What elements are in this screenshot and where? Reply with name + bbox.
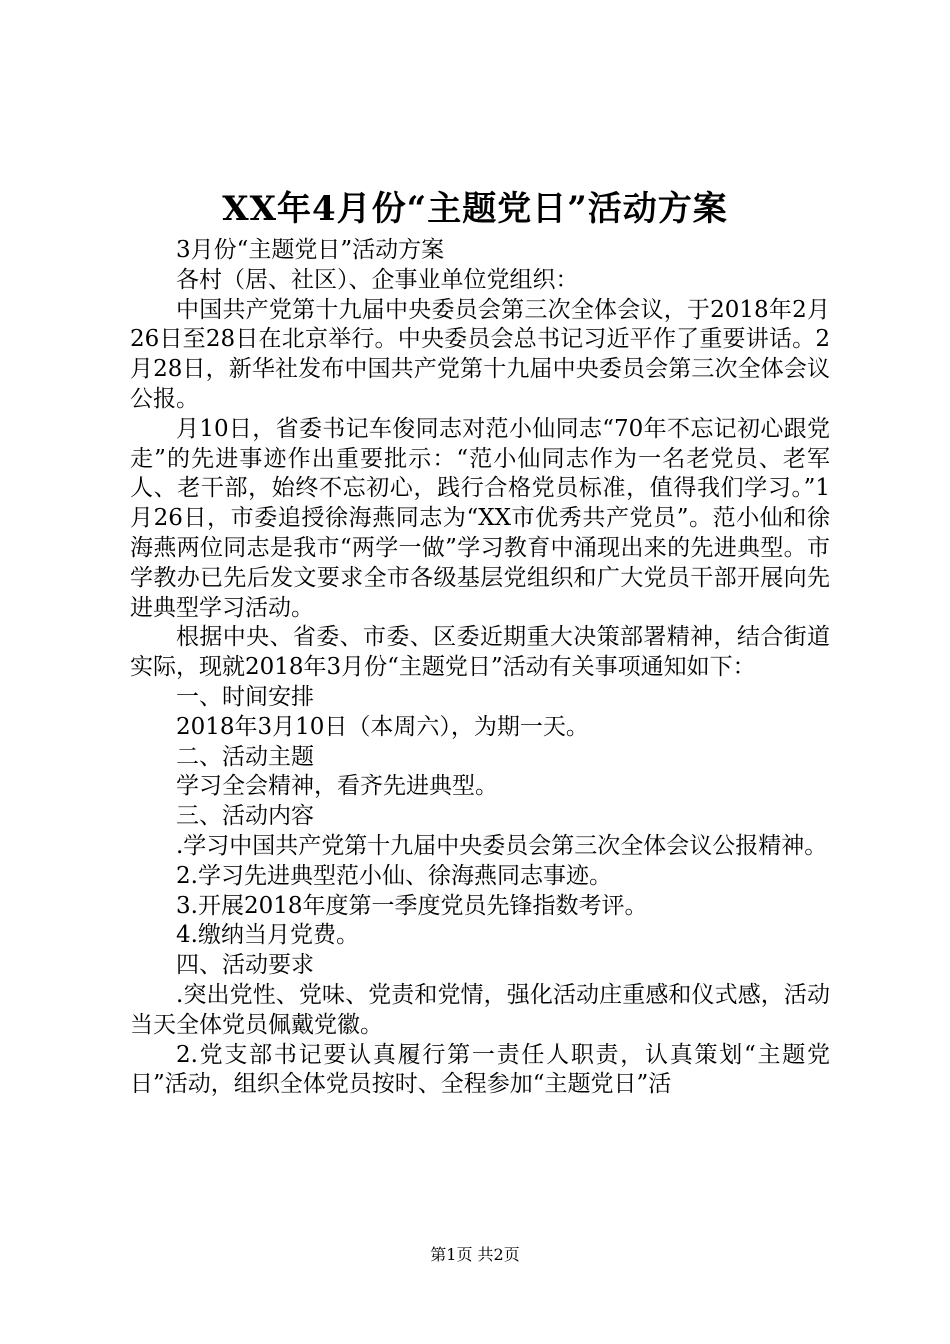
- paragraph-notice: 根据中央、省委、市委、区委近期重大决策部署精神，结合街道实际，现就2018年3月份“主题党日”活动有关事项通知如下：: [130, 624, 830, 681]
- paragraph-plenum: 中国共产党第十九届中央委员会第三次全体会议，于2018年2月26日至28日在北京举行。中央委员会总书记习近平作了重要讲话。2月28日，新华社发布中国共产党第十九届中央委员会第三次全体会议公报。: [130, 296, 830, 412]
- paragraph-subtitle: 3月份“主题党日”活动方案: [176, 237, 445, 263]
- list-item-content-4: 4.缴纳当月党费。: [176, 922, 359, 949]
- heading-time: 一、时间安排: [176, 683, 314, 710]
- heading-content: 三、活动内容: [176, 803, 314, 830]
- list-item-requirement-2: 2.党支部书记要认真履行第一责任人职责，认真策划“主题党日”活动，组织全体党员按时、全程参加“主题党日”活: [130, 1041, 830, 1098]
- paragraph-exemplars: 月10日，省委书记车俊同志对范小仙同志“70年不忘记初心跟党走”的先进事迹作出重要批示：“范小仙同志作为一名老党员、老军人、老干部，始终不忘初心，践行合格党员标准，值得我们学习。”1月26日，市委追授徐海燕同志为“XX市优秀共产党员”。范小仙和徐海燕两位同志是我市“两学一做”学习教育中涌现出来的先进典型。市学教办已先后发文要求全市各级基层党组织和广大党员干部开展向先进典型学习活动。: [130, 415, 830, 621]
- page-footer: 第1页 共2页: [430, 1245, 520, 1264]
- list-item-content-3: 3.开展2018年度第一季度党员先锋指数考评。: [176, 892, 648, 919]
- paragraph-theme: 学习全会精神，看齐先进典型。: [176, 773, 498, 800]
- document-body: [130, 236, 830, 1100]
- list-item-content-1: .学习中国共产党第十九届中央委员会第三次全体会议公报精神。: [176, 832, 828, 859]
- paragraph-addressee: 各村（居、社区）、企事业单位党组织：: [176, 266, 579, 293]
- heading-requirements: 四、活动要求: [176, 952, 314, 979]
- document-title: XX年4月份“主题党日”活动方案: [222, 189, 728, 229]
- list-item-requirement-1: .突出党性、党味、党责和党情，强化活动庄重感和仪式感，活动当天全体党员佩戴党徽。: [130, 981, 830, 1038]
- paragraph-time: 2018年3月10日（本周六），为期一天。: [176, 713, 589, 740]
- list-item-content-2: 2.学习先进典型范小仙、徐海燕同志事迹。: [176, 862, 612, 889]
- heading-theme: 二、活动主题: [176, 743, 314, 770]
